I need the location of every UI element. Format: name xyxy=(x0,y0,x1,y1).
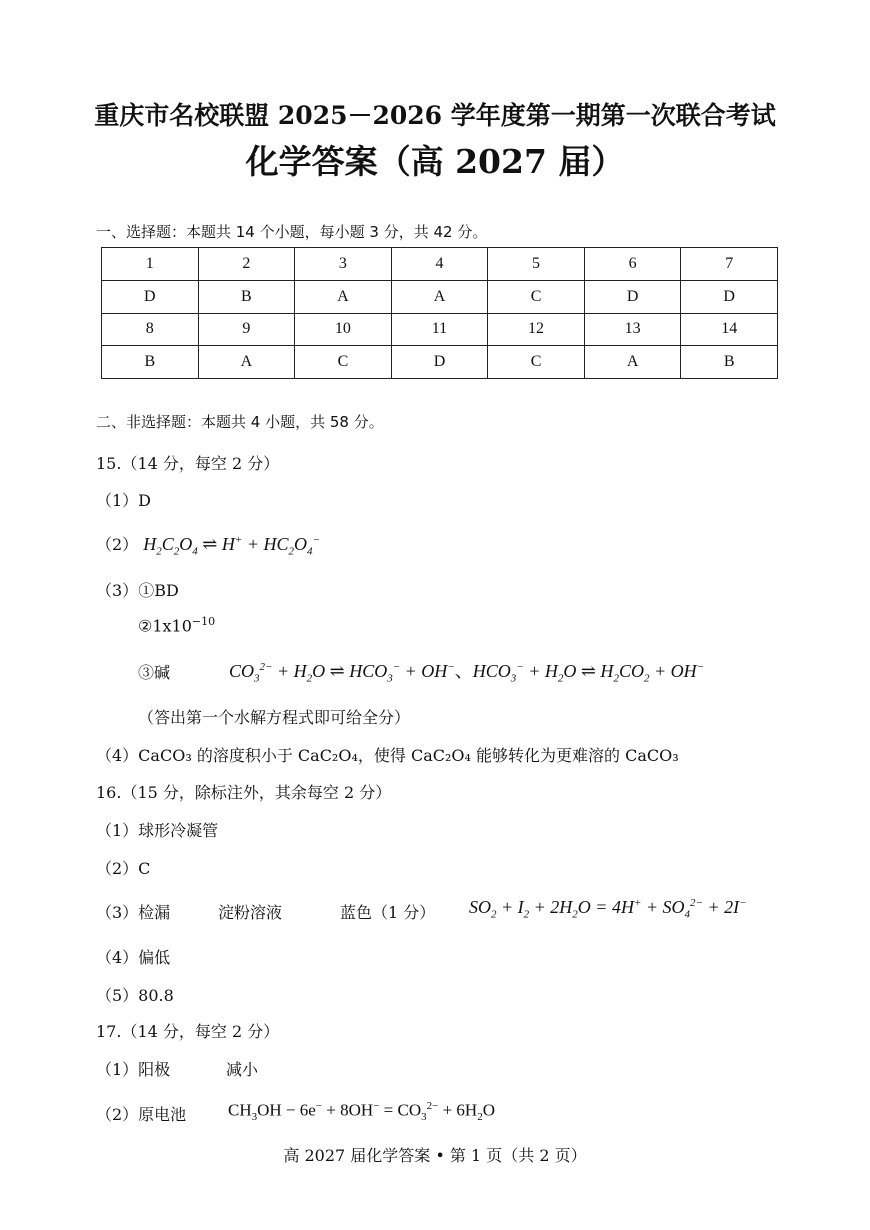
question-number-cell: 2 xyxy=(198,248,295,281)
q15-part3-sub3 xyxy=(138,660,170,683)
q16-part3-a: （3）检漏 xyxy=(96,903,171,922)
q17-part1-a: （1）阳极 xyxy=(96,1060,171,1079)
q15-part3-sub2-base: 1x10 xyxy=(152,616,192,636)
q16-part4: （4）偏低 xyxy=(96,948,171,967)
question-number-cell: 3 xyxy=(295,248,392,281)
q15-part2 xyxy=(96,532,320,558)
answer-cell: D xyxy=(681,280,778,313)
question-number-cell: 5 xyxy=(488,248,585,281)
answer-row xyxy=(102,280,778,313)
q15-part3 xyxy=(96,578,179,601)
exam-title: 重庆市名校联盟 2025－2026 学年度第一期第一次联合考试 xyxy=(94,101,776,130)
q15-part3-note: （答出第一个水解方程式即可给全分） xyxy=(138,708,411,727)
q17-equation: $CH_3OH - 6e^- + 8OH^- = CO_3^{2-} + 6H_2O$ xyxy=(228,1100,495,1124)
answer-title: 化学答案（高 2027 届） xyxy=(245,142,625,181)
q15-part4: （4）CaCO₃ 的溶度积小于 CaC₂O₄，使得 CaC₂O₄ 能够转化为更难溶的 CaCO₃ xyxy=(96,746,679,765)
q16-part3-b: 淀粉溶液 xyxy=(218,903,283,922)
q15-part3-sub3-label: ③碱 xyxy=(138,663,171,682)
answer-cell: C xyxy=(488,280,585,313)
page-footer: 高 2027 届化学答案 • 第 1 页（共 2 页） xyxy=(283,1146,587,1165)
question-number-cell: 4 xyxy=(391,248,488,281)
answer-cell: B xyxy=(198,280,295,313)
q15-part2-equation: $H_2C_2O_4$ ⇌ $H^+ + HC_2O_4^-$ xyxy=(143,534,320,558)
q16-part2: （2）C xyxy=(96,859,151,878)
question-number-row xyxy=(102,248,778,281)
q17-part1-b: 减小 xyxy=(226,1060,259,1079)
answer-cell: A xyxy=(295,280,392,313)
q15-part1: （1）D xyxy=(96,491,152,510)
answer-cell: B xyxy=(102,346,199,379)
question-number-cell: 13 xyxy=(584,313,681,346)
q17-header: 17.（14 分，每空 2 分） xyxy=(96,1022,280,1041)
answer-row xyxy=(102,346,778,379)
q15-eq-separator: 、 xyxy=(454,661,473,682)
q15-part2-label: （2） xyxy=(96,535,139,554)
answer-cell: A xyxy=(584,346,681,379)
q16-part1: （1）球形冷凝管 xyxy=(96,821,219,840)
question-number-cell: 7 xyxy=(681,248,778,281)
question-number-cell: 6 xyxy=(584,248,681,281)
question-number-row xyxy=(102,313,778,346)
section1-heading: 一、选择题：本题共 14 个小题，每小题 3 分，共 42 分。 xyxy=(96,223,488,241)
question-number-cell: 9 xyxy=(198,313,295,346)
question-number-cell: 10 xyxy=(295,313,392,346)
answer-cell: D xyxy=(102,280,199,313)
q15-hydrolysis-equations: $CO_3^{2-} + H_2O$ ⇌ $HCO_3^- + OH^-$、$HCO_3^- + H_2O$ ⇌ $H_2CO_2 + OH^-$ xyxy=(229,661,705,685)
q15-part3-label: （3） xyxy=(96,581,139,600)
q15-part3-sub1: ①BD xyxy=(138,581,179,600)
section2-heading: 二、非选择题：本题共 4 小题，共 58 分。 xyxy=(96,413,384,431)
q15-part3-sub2 xyxy=(138,615,215,635)
question-number-cell: 1 xyxy=(102,248,199,281)
question-number-cell: 8 xyxy=(102,313,199,346)
answer-cell: B xyxy=(681,346,778,379)
answer-cell: A xyxy=(198,346,295,379)
question-number-cell: 11 xyxy=(391,313,488,346)
q16-part3-c: 蓝色（1 分） xyxy=(340,903,436,922)
question-number-cell: 12 xyxy=(488,313,585,346)
answer-cell: C xyxy=(295,346,392,379)
q16-equation: $SO_2 + I_2 + 2H_2O = 4H^+ + SO_4^{2-} + 2I^-$ xyxy=(469,897,747,921)
q16-header: 16.（15 分，除标注外，其余每空 2 分） xyxy=(96,783,392,802)
answer-cell: A xyxy=(391,280,488,313)
answer-cell: C xyxy=(488,346,585,379)
q15-part3-sub2-mark: ② xyxy=(138,616,153,636)
question-number-cell: 14 xyxy=(681,313,778,346)
q16-part5: （5）80.8 xyxy=(96,986,174,1005)
answer-cell: D xyxy=(584,280,681,313)
answer-cell: D xyxy=(391,346,488,379)
q15-header: 15.（14 分，每空 2 分） xyxy=(96,454,280,473)
q17-part2-a: （2）原电池 xyxy=(96,1105,187,1124)
q15-part3-sub2-exp: −10 xyxy=(191,615,216,628)
answer-table xyxy=(101,247,778,379)
